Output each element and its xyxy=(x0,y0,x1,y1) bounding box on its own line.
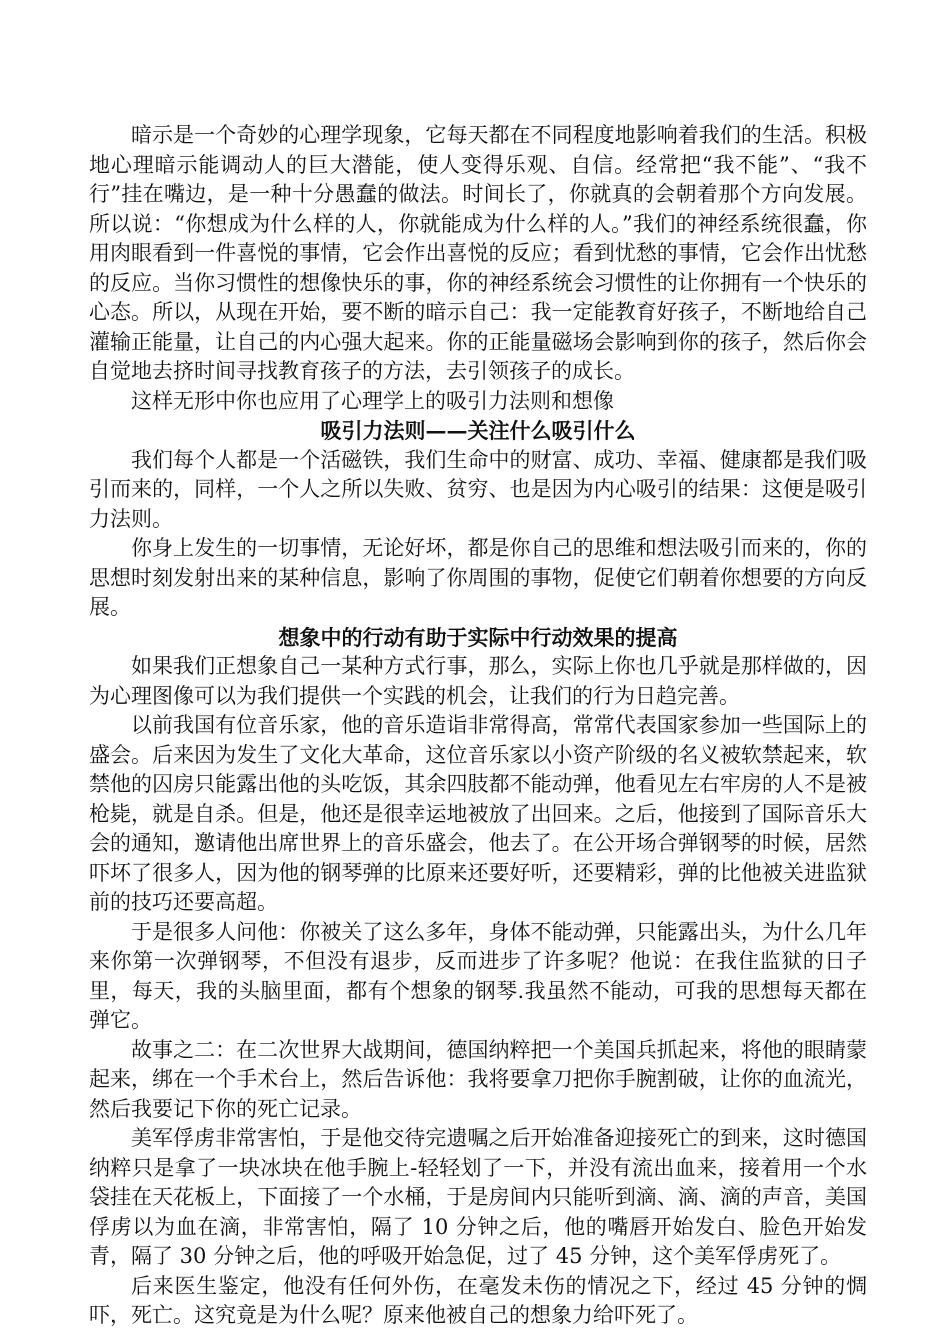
paragraph-prisoner: 美军俘虏非常害怕，于是他交待完遗嘱之后开始准备迎接死亡的到来，这时德国纳粹只是拿了一块冰块在他手腕上-轻轻划了一下，并没有流出血来，接着用一个水袋挂在天花板上，下面接了一个水桶，于是房间内只能听到滴、滴、滴的声音，美国俘虏以为血在滴，非常害怕，隔了 10 分钟之后，他的嘴唇开始发白、脸色开始发青，隔了 30 分钟之后，他的呼吸开始急促，过了 45 分钟，这个美军俘虏死了。 xyxy=(89,1126,867,1268)
heading-imagined-action: 想象中的行动有助于实际中行动效果的提高 xyxy=(278,624,678,650)
paragraph-mental-image: 如果我们正想象自己一某种方式行事，那么，实际上你也几乎就是那样做的，因为心理图像可以为我们提供一个实践的机会，让我们的行为日趋完善。 xyxy=(89,654,867,708)
paragraph-thoughts: 你身上发生的一切事情，无论好坏，都是你自己的思维和想法吸引而来的，你的思想时刻发射出来的某种信息，影响了你周围的事物，促使它们朝着你想要的方向反展。 xyxy=(89,536,867,619)
paragraph-suggestion: 暗示是一个奇妙的心理学现象，它每天都在不同程度地影响着我们的生活。积极地心理暗示能调动人的巨大潜能，使人变得乐观、自信。经常把“我不能”、“我不行”挂在嘴边，是一种十分愚蠢的做法。时间长了，你就真的会朝着那个方向发展。所以说：“你想成为什么样的人，你就能成为什么样的人。”我们的神经系统很蠢，你用肉眼看到一件喜悦的事情，它会作出喜悦的反应；看到忧愁的事情，它会作出忧愁的反应。当你习惯性的想像快乐的事，你的神经系统会习惯性的让你拥有一个快乐的心态。所以，从现在开始，要不断的暗示自己：我一定能教育好孩子，不断地给自己灌输正能量，让自己的内心强大起来。你的正能量磁场会影响到你的孩子，然后你会自觉地去挤时间寻找教育孩子的方法，去引领孩子的成长。 xyxy=(89,123,867,383)
paragraph-musician-answer: 于是很多人问他：你被关了这么多年，身体不能动弹，只能露出头，为什么几年来你第一次弹钢琴，不但没有退步，反而进步了许多呢？他说：在我住监狱的日子里，每天，我的头脑里面，都有个想象的钢琴.我虽然不能动，可我的思想每天都在弹它。 xyxy=(89,919,867,1032)
paragraph-magnet: 我们每个人都是一个活磁铁，我们生命中的财富、成功、幸福、健康都是我们吸引而来的，同样，一个人之所以失败、贫穷、也是因为内心吸引的结果：这便是吸引力法则。 xyxy=(89,447,867,531)
paragraph-intro-law: 这样无形中你也应用了心理学上的吸引力法则和想像 xyxy=(131,388,614,413)
paragraph-musician-story: 以前我国有位音乐家，他的音乐造诣非常得高，常常代表国家参加一些国际上的盛会。后来因为发生了文化大革命，这位音乐家以小资产阶级的名义被软禁起来，软禁他的囚房只能露出他的头吃饭，其余四肢都不能动弹，他看见左右牢房的人不是被枪毙，就是自杀。但是，他还是很幸运地被放了出回来。之后，他接到了国际音乐大会的通知，邀请他出席世界上的音乐盛会，他去了。在公开场合弹钢琴的时候，居然吓坏了很多人，因为他的钢琴弹的比原来还要好听，还要精彩，弹的比他被关进监狱前的技巧还要高超。 xyxy=(89,713,867,914)
document-page xyxy=(89,121,867,1331)
paragraph-story-two: 故事之二：在二次世界大战期间，德国纳粹把一个美国兵抓起来，将他的眼睛蒙起来，绑在一个手术台上，然后告诉他：我将要拿刀把你手腕割破，让你的血流光，然后我要记下你的死亡记录。 xyxy=(89,1037,867,1121)
paragraph-conclusion: 后来医生鉴定，他没有任何外伤，在毫发未伤的情况之下，经过 45 分钟的惆吓，死亡。这究竟是为什么呢？原来他被自己的想象力给吓死了。 xyxy=(89,1273,867,1327)
heading-law-of-attraction: 吸引力法则——关注什么吸引什么 xyxy=(320,418,636,443)
